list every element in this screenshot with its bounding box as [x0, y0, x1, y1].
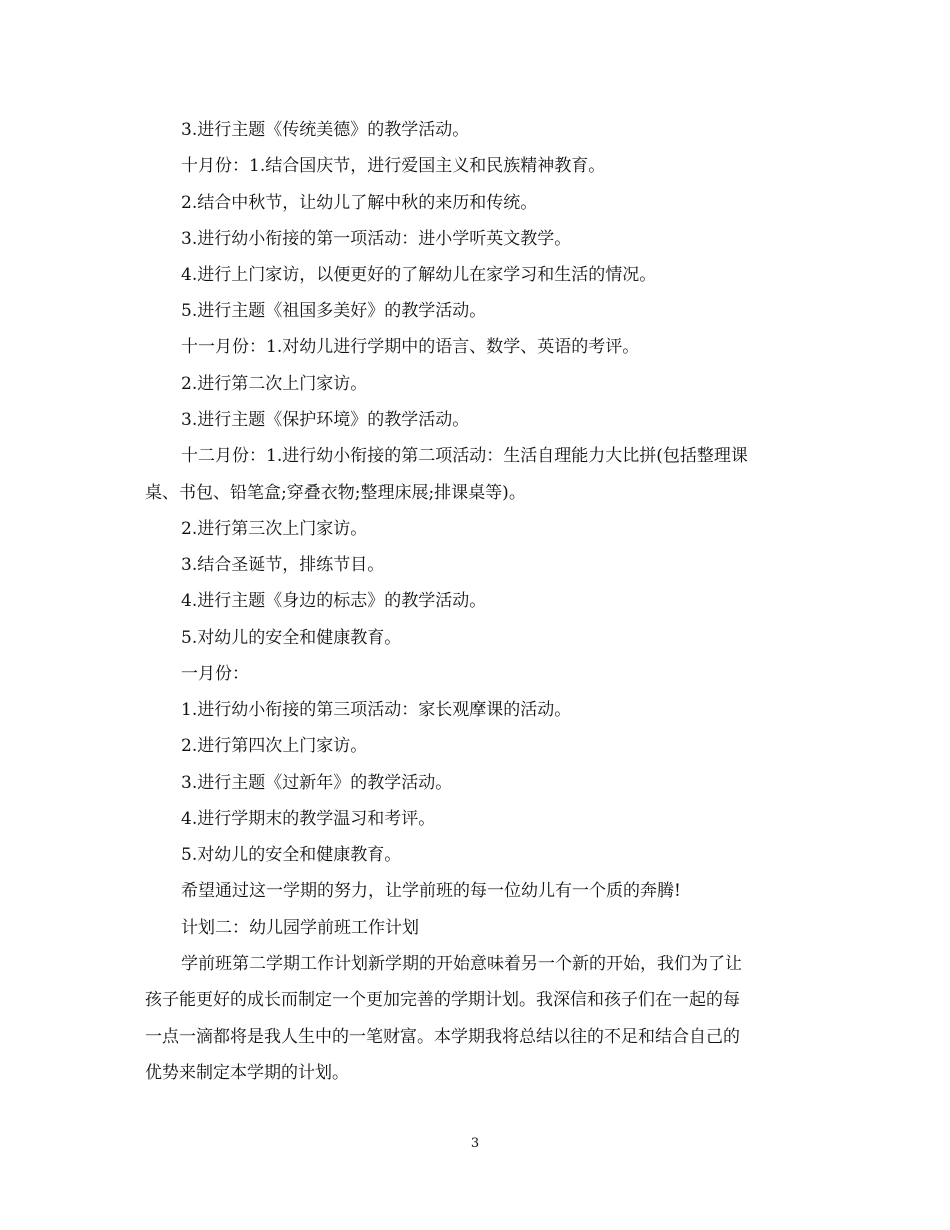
text-line: 4.进行上门家访，以便更好的了解幼儿在家学习和生活的情况。 [181, 265, 657, 285]
text-line: 希望通过这一学期的努力，让学前班的每一位幼儿有一个质的奔腾! [181, 881, 681, 901]
text-line: 3.结合圣诞节，排练节目。 [181, 555, 385, 575]
text-line: 一点一滴都将是我人生中的一笔财富。本学期我将总结以往的不足和结合自己的 [145, 1027, 740, 1047]
text-line: 学前班第二学期工作计划新学期的开始意味着另一个新的开始，我们为了让 [181, 954, 742, 974]
text-line: 5.对幼儿的安全和健康教育。 [181, 628, 402, 648]
text-line: 5.进行主题《祖国多美好》的教学活动。 [181, 301, 487, 321]
text-line: 2.进行第四次上门家访。 [181, 736, 368, 756]
text-line: 2.进行第三次上门家访。 [181, 519, 368, 539]
text-line: 孩子能更好的成长而制定一个更加完善的学期计划。我深信和孩子们在一起的每 [145, 990, 740, 1010]
text-line: 4.进行主题《身边的标志》的教学活动。 [181, 591, 487, 611]
page-number: 3 [470, 1136, 480, 1151]
text-line: 1.进行幼小衔接的第三项活动：家长观摩课的活动。 [181, 700, 572, 720]
text-line: 3.进行幼小衔接的第一项活动：进小学听英文教学。 [181, 229, 572, 249]
text-line: 优势来制定本学期的计划。 [145, 1063, 349, 1083]
section-heading: 计划二：幼儿园学前班工作计划 [181, 918, 419, 938]
text-line: 3.进行主题《保护环境》的教学活动。 [181, 410, 470, 430]
text-line: 3.进行主题《过新年》的教学活动。 [181, 773, 453, 793]
text-line: 3.进行主题《传统美德》的教学活动。 [181, 120, 470, 140]
text-line: 十月份：1.结合国庆节，进行爱国主义和民族精神教育。 [181, 156, 606, 176]
text-line: 桌、书包、铅笔盒;穿叠衣物;整理床展;排课桌等)。 [145, 483, 526, 503]
text-line: 2.结合中秋节，让幼儿了解中秋的来历和传统。 [181, 193, 538, 213]
text-line: 2.进行第二次上门家访。 [181, 374, 368, 394]
text-line: 十二月份：1.进行幼小衔接的第二项活动：生活自理能力大比拼(包括整理课 [181, 446, 748, 466]
text-line: 一月份： [181, 664, 249, 684]
text-line: 十一月份：1.对幼儿进行学期中的语言、数学、英语的考评。 [181, 337, 640, 357]
text-line: 5.对幼儿的安全和健康教育。 [181, 845, 402, 865]
text-line: 4.进行学期末的教学温习和考评。 [181, 809, 436, 829]
